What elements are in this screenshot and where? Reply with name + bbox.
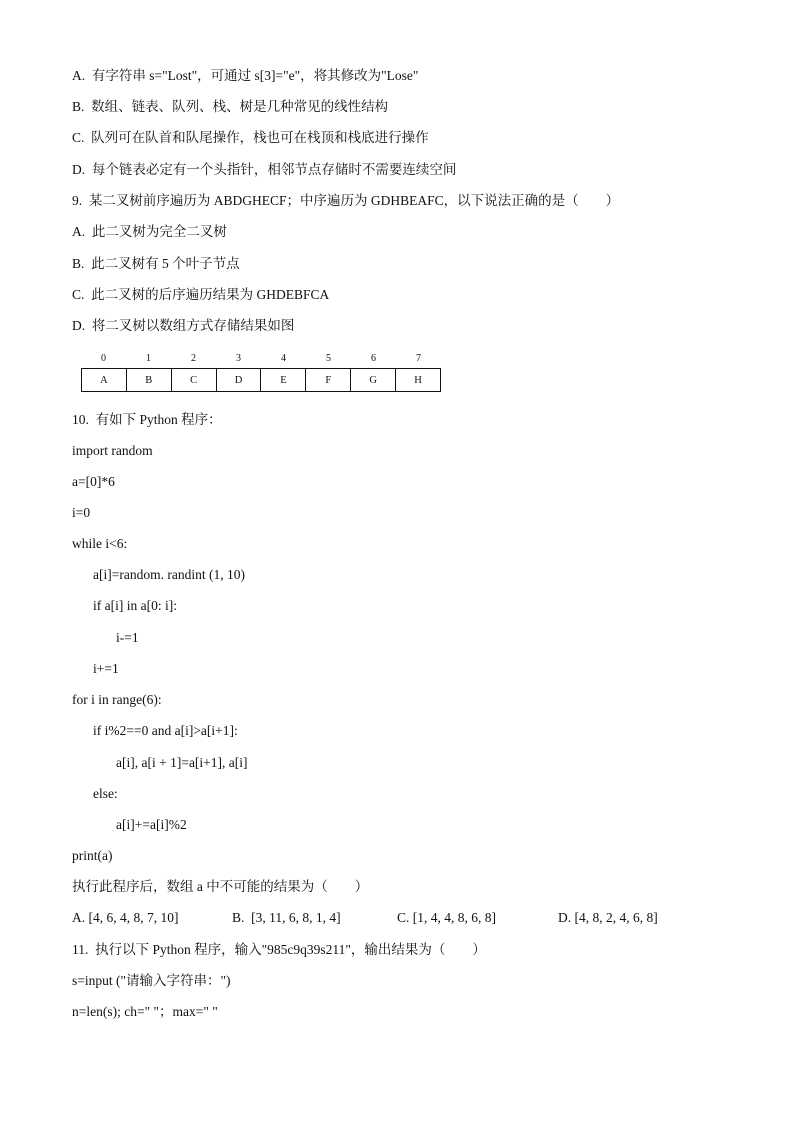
q10-option-b: B. [3, 11, 6, 8, 1, 4] [232, 910, 341, 925]
array-index-row [81, 348, 441, 368]
q8-option-d: D. 每个链表必定有一个头指针，相邻节点存储时不需要连续空间 [72, 162, 457, 177]
q9-stem: 9. 某二叉树前序遍历为 ABDGHECF；中序遍历为 GDHBEAFC，以下说法正确的是（ ） [72, 193, 620, 208]
q10-stem: 10. 有如下 Python 程序： [72, 412, 222, 427]
code-line: i-=1 [116, 630, 139, 645]
q10-option-d: D. [4, 8, 2, 4, 6, 8] [558, 910, 658, 925]
code-line: a=[0]*6 [72, 474, 115, 489]
q9-option-d: D. 将二叉树以数组方式存储结果如图 [72, 318, 295, 333]
code-line: a[i], a[i + 1]=a[i+1], a[i] [116, 755, 248, 770]
array-cell: E [261, 369, 306, 392]
code-line: print(a) [72, 848, 113, 863]
array-cell: F [306, 369, 351, 392]
array-cell: C [171, 369, 216, 392]
code-line: a[i]=random. randint (1, 10) [93, 567, 245, 582]
array-cells-table [81, 368, 441, 392]
code-line: while i<6: [72, 536, 128, 551]
q9-array-figure [81, 348, 441, 392]
array-cell: G [351, 369, 396, 392]
q11-stem: 11. 执行以下 Python 程序，输入"985c9q39s211"，输出结果为（ ） [72, 942, 486, 957]
code-line: i=0 [72, 505, 91, 520]
q9-option-b: B. 此二叉树有 5 个叶子节点 [72, 256, 240, 271]
array-index: 6 [371, 352, 376, 364]
code-line: n=len(s); ch=" "；max=" " [72, 1004, 218, 1019]
q8-option-a: A. 有字符串 s="Lost"，可通过 s[3]="e"，将其修改为"Lose" [72, 68, 419, 83]
array-index: 0 [101, 352, 106, 364]
q10-option-c: C. [1, 4, 4, 8, 6, 8] [397, 910, 496, 925]
code-line: else: [93, 786, 118, 801]
q10-option-a: A. [4, 6, 4, 8, 7, 10] [72, 910, 179, 925]
array-index: 7 [416, 352, 421, 364]
code-line: a[i]+=a[i]%2 [116, 817, 187, 832]
code-line: if a[i] in a[0: i]: [93, 598, 177, 613]
code-line: if i%2==0 and a[i]>a[i+1]: [93, 723, 238, 738]
array-index: 1 [146, 352, 151, 364]
array-index: 5 [326, 352, 331, 364]
array-cell: A [82, 369, 127, 392]
code-line: i+=1 [93, 661, 119, 676]
array-cell: B [126, 369, 171, 392]
array-index: 4 [281, 352, 286, 364]
code-line: import random [72, 443, 153, 458]
array-cell: D [216, 369, 261, 392]
array-cell: H [396, 369, 441, 392]
array-index: 3 [236, 352, 241, 364]
q9-option-a: A. 此二叉树为完全二叉树 [72, 224, 227, 239]
q10-question: 执行此程序后，数组 a 中不可能的结果为（ ） [72, 879, 369, 894]
array-index: 2 [191, 352, 196, 364]
code-line: for i in range(6): [72, 692, 162, 707]
q8-option-c: C. 队列可在队首和队尾操作，栈也可在栈顶和栈底进行操作 [72, 130, 429, 145]
code-line: s=input ("请输入字符串：") [72, 973, 231, 988]
q8-option-b: B. 数组、链表、队列、栈、树是几种常见的线性结构 [72, 99, 389, 114]
q9-option-c: C. 此二叉树的后序遍历结果为 GHDEBFCA [72, 287, 330, 302]
